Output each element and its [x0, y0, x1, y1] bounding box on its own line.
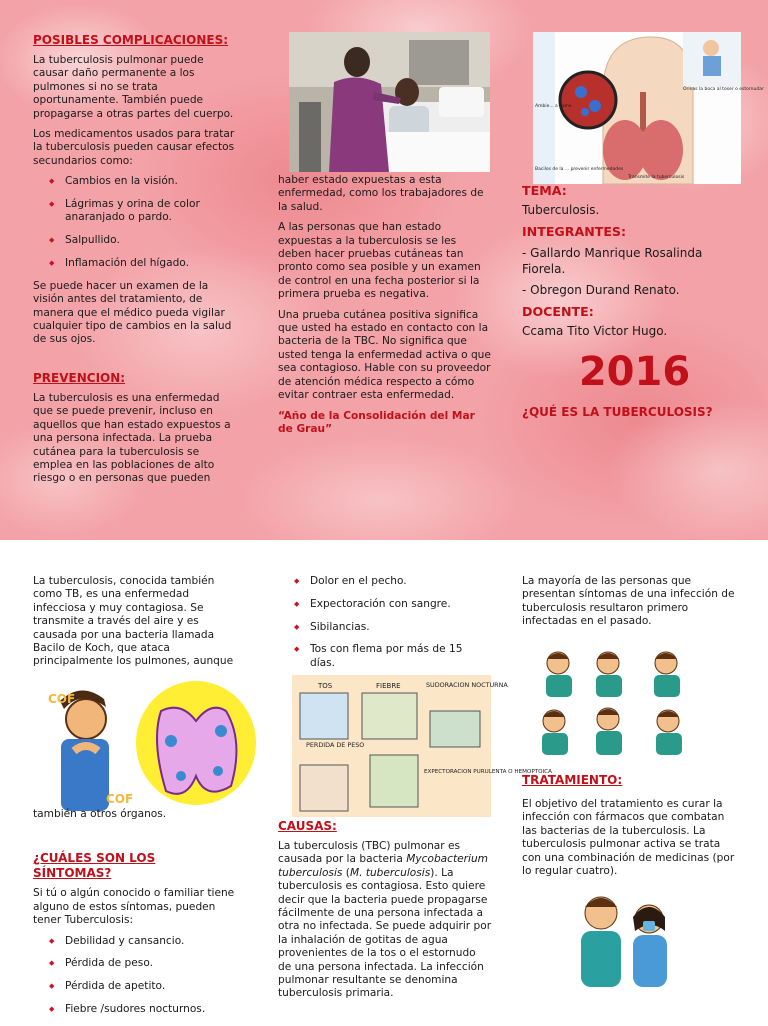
paragraph: La mayoría de las personas que presentan síntomas de una infección de tuberculosis resultaron primero infectadas en el pasado. [522, 575, 735, 628]
side-effects-list [33, 175, 241, 270]
label-tema: TEMA: [522, 183, 567, 198]
symptoms-list [278, 575, 490, 670]
paragraph: Una prueba cutánea positiva significa que usted ha estado en contacto con la bacteria de la TBC. No significa que usted tenga la enfermedad activa o que sea contagioso. Hable con su proveedor de atención médica respecto a cómo evitar contraer esta enfermedad. [278, 308, 491, 402]
question-heading: ¿QUÉ ES LA TUBERCULOSIS? [522, 404, 713, 419]
year-title: 2016 [578, 349, 691, 396]
column-exposure [278, 174, 492, 443]
list-item: ◆ Fiebre /sudores nocturnos. [65, 1003, 243, 1016]
list-item: ◆ Dolor en el pecho. [310, 575, 490, 588]
diagram-label: Orinas la boca al toser o estornudar [683, 87, 764, 92]
value-tema: Tuberculosis. [522, 203, 600, 218]
symptoms-list [33, 935, 243, 1017]
column-cover [522, 184, 747, 426]
label-integrantes: INTEGRANTES: [522, 223, 627, 239]
transmission-diagram [533, 32, 764, 184]
paragraph: A las personas que han estado expuestas a la tuberculosis se les deben hacer pruebas cutáneas tan pronto como sea posible y un examen de control en una fecha posterior si la primera prueba es negativa. [278, 221, 481, 301]
symptom-label: PERDIDA DE PESO [306, 741, 365, 749]
list-item: ◆ Salpullido. [65, 234, 241, 247]
paragraph: Se puede hacer un examen de la visión antes del tratamiento, de manera que el médico pueda vigilar cualquier tipo de cambios en la salud de sus ojos. [33, 279, 232, 346]
symptom-label: EXPECTORACION PURULENTA O HEMOPTOICA [424, 769, 552, 775]
symptom-label: TOS [318, 682, 333, 690]
paragraph: haber estado expuestas a esta enfermedad, como los trabajadores de la salud. [278, 174, 484, 213]
list-item: ◆ Sibilancias. [310, 621, 490, 634]
symptom-label: FIEBRE [376, 682, 401, 690]
paragraph: Si tú o algún conocido o familiar tiene alguno de estos síntomas, pueden tener Tuberculosis: [33, 887, 235, 927]
paragraph: también a otros órganos. [33, 808, 167, 820]
list-item: ◆ Inflamación del hígado. [65, 257, 241, 270]
column-symptoms-continued [278, 575, 490, 680]
inhaler-illustration [571, 891, 676, 987]
value-docente: Ccama Tito Victor Hugo. [522, 324, 668, 339]
value-integrante: - Obregon Durand Renato. [522, 283, 680, 298]
list-item: ◆ Cambios en la visión. [65, 175, 241, 188]
cough-text: COF [106, 792, 134, 806]
paragraph: La tuberculosis pulmonar puede causar daño permanente a los pulmones si no se trata oportunamente. También puede propagarse a otras partes del cuerpo. [33, 54, 234, 120]
brochure-inner-page [0, 545, 768, 1024]
symptom-label: SUDORACION NOCTURNA [426, 681, 508, 689]
list-item: ◆ Pérdida de apetito. [65, 980, 243, 993]
paragraph: La tuberculosis, conocida también como TB, es una enfermedad infecciosa y muy contagiosa. Se transmite a través del aire y es causada por una bacteria llamada Bacilo de Koch, que ataca principalmente los pulmones, aunque [33, 575, 234, 668]
list-item: ◆ Tos con flema por más de 15 días. [310, 643, 490, 670]
column-history [522, 575, 738, 636]
paragraph: La tuberculosis es una enfermedad que se puede prevenir, incluso en aquellos que han estado expuestos a una persona infectada. La prueba cutánea para la tuberculosis se emplea en las poblaciones de alto riesgo o en personas que pueden [33, 391, 231, 485]
list-item: ◆ Pérdida de peso. [65, 957, 243, 970]
motto-quote: “Año de la Consolidación del Mar de Grau” [278, 409, 475, 435]
diagram-label: Ambie... a llame [535, 104, 572, 109]
column-symptoms [33, 808, 243, 1026]
heading-treatment: TRATAMIENTO: [522, 773, 623, 787]
cough-illustration [46, 681, 245, 811]
cough-text: COF [48, 692, 76, 706]
list-item: ◆ Expectoración con sangre. [310, 598, 490, 611]
heading-complications: POSIBLES COMPLICACIONES: [33, 33, 229, 47]
heading-causes: CAUSAS: [278, 819, 337, 833]
heading-prevention: PREVENCION: [33, 370, 126, 385]
diagram-label: Transmite la tuberculosis [628, 175, 685, 180]
diagram-label: Bacilos de la ... prevenir enfermedades [535, 167, 624, 172]
tb-symptoms-figures [536, 647, 726, 765]
paragraph: Los medicamentos usados para tratar la tuberculosis pueden causar efectos secundarios como: [33, 128, 235, 167]
label-docente: DOCENTE: [522, 303, 594, 319]
column-causes [278, 819, 492, 1008]
column-definition [33, 575, 243, 669]
column-treatment [522, 773, 738, 885]
symptoms-chart [292, 675, 552, 817]
column-complications [33, 33, 241, 493]
hospital-photo [289, 32, 490, 172]
causes-paragraph: La tuberculosis (TBC) pulmonar es causada por la bacteria Mycobacterium tuberculosis (M. tuberculosis). La tuberculosis es contagiosa. Esto quiere decir que la bacteria puede propagarse fácilmente de una persona infectada a otra no infectada. Se puede adquirir por la inhalación de gotitas de agua provenientes de la tos o el estornudo de una persona infectada. La infección pulmonar resultante se denomina tuberculosis primaria. [278, 840, 492, 1000]
value-integrante: - Gallardo Manrique Rosalinda Fiorela. [522, 246, 703, 277]
paragraph: El objetivo del tratamiento es curar la infección con fármacos que combatan las bacterias de la tuberculosis. La tuberculosis pulmonar activa se trata con una combinación de medicinas (por lo regular cuatro). [522, 798, 735, 878]
list-item: ◆ Debilidad y cansancio. [65, 935, 243, 948]
heading-symptoms: ¿CUÁLES SON LOS SÍNTOMAS? [33, 851, 156, 881]
list-item: ◆ Lágrimas y orina de color anaranjado o pardo. [65, 198, 241, 225]
